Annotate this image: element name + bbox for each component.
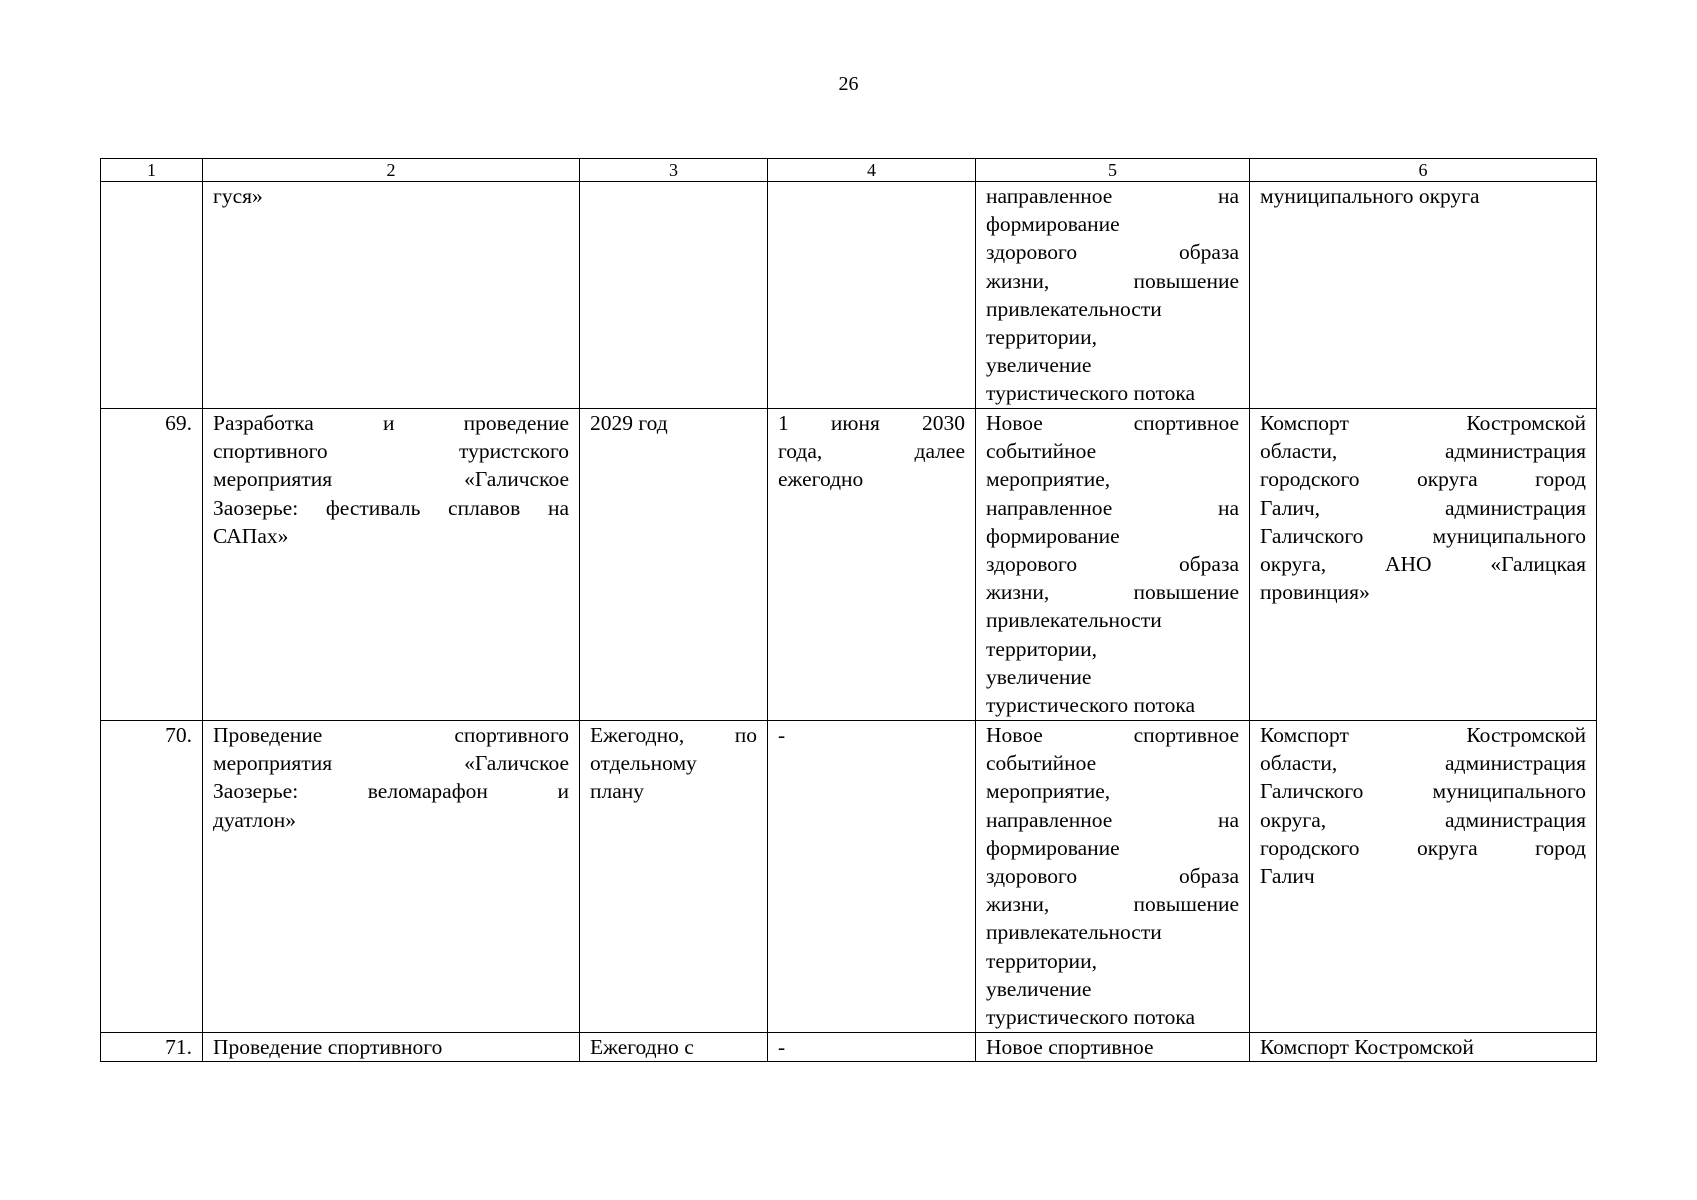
cell-text-line: 2029 год bbox=[590, 411, 668, 435]
cell-text-line: территории, bbox=[986, 636, 1097, 661]
cell-text-line: провинция» bbox=[1260, 580, 1370, 605]
cell-text-line: формирование bbox=[986, 212, 1120, 237]
cell-text-line: Комспорт Костромской bbox=[1260, 1035, 1474, 1059]
cell-text-line: отдельному bbox=[590, 751, 697, 776]
start-date-cell bbox=[580, 1033, 768, 1062]
cell-text-line: области, администрация bbox=[1260, 751, 1586, 776]
cell-text-line: Галич bbox=[1260, 864, 1315, 889]
cell-text-line: округа, администрация bbox=[1260, 807, 1586, 832]
cell-text-line: округа, АНО «Галицкая bbox=[1260, 552, 1586, 577]
cell-text-line: здорового образа bbox=[986, 552, 1239, 577]
cell-text-line: Проведение спортивного bbox=[213, 1035, 443, 1059]
cell-text-line: жизни, повышение bbox=[986, 580, 1239, 605]
responsible-cell bbox=[1250, 721, 1597, 1033]
cell-text-line: Галичского муниципального bbox=[1260, 523, 1586, 548]
periodicity-cell bbox=[768, 1033, 976, 1062]
cell-text-line: увеличение bbox=[986, 353, 1092, 378]
periodicity-cell bbox=[768, 182, 976, 409]
cell-text-line: туристического потока bbox=[986, 693, 1196, 718]
row-number-cell: 69. bbox=[101, 409, 203, 721]
cell-text-line: жизни, повышение bbox=[986, 892, 1239, 917]
cell-text-line: привлекательности bbox=[986, 296, 1162, 321]
cell-text-line: здорового образа bbox=[986, 240, 1239, 265]
row-number-cell: 70. bbox=[101, 721, 203, 1033]
cell-text-line: Новое спортивное bbox=[986, 1035, 1154, 1059]
event-name-cell bbox=[203, 409, 580, 721]
cell-text-line: мероприятие, bbox=[986, 779, 1111, 804]
page-number: 26 bbox=[838, 73, 859, 95]
cell-text-line: увеличение bbox=[986, 664, 1092, 689]
cell-text-line: мероприятия «Галичское bbox=[213, 467, 569, 492]
result-cell bbox=[976, 182, 1250, 409]
event-name-cell bbox=[203, 182, 580, 409]
cell-text-line: Проведение спортивного bbox=[213, 723, 569, 747]
cell-text-line: муниципального округа bbox=[1260, 184, 1480, 208]
cell-text-line: дуатлон» bbox=[213, 807, 296, 832]
cell-text-line: ежегодно bbox=[778, 467, 864, 492]
result-cell bbox=[976, 1033, 1250, 1062]
cell-text-line: территории, bbox=[986, 948, 1097, 973]
cell-text-line: территории, bbox=[986, 325, 1097, 350]
event-name-cell bbox=[203, 721, 580, 1033]
cell-text-line: спортивного туристского bbox=[213, 439, 569, 464]
cell-text-line: - bbox=[778, 723, 786, 747]
cell-text-line: - bbox=[778, 1035, 786, 1059]
cell-text-line: Заозерье: веломарафон и bbox=[213, 779, 569, 804]
column-number: 6 bbox=[1250, 159, 1597, 182]
column-number: 3 bbox=[580, 159, 768, 182]
cell-text-line: гуся» bbox=[213, 184, 263, 208]
column-number: 1 bbox=[101, 159, 203, 182]
cell-text-line: формирование bbox=[986, 835, 1120, 860]
responsible-cell bbox=[1250, 182, 1597, 409]
cell-text-line: здорового образа bbox=[986, 864, 1239, 889]
cell-text-line: Комспорт Костромской bbox=[1260, 411, 1586, 435]
cell-text-line: Комспорт Костромской bbox=[1260, 723, 1586, 747]
cell-text-line: САПах» bbox=[213, 523, 289, 548]
start-date-cell bbox=[580, 409, 768, 721]
cell-text-line: туристического потока bbox=[986, 1005, 1196, 1030]
cell-text-line: событийное bbox=[986, 439, 1097, 464]
cell-text-line: области, администрация bbox=[1260, 439, 1586, 464]
cell-text-line: туристического потока bbox=[986, 381, 1196, 406]
cell-text-line: плану bbox=[590, 779, 645, 804]
column-number: 4 bbox=[768, 159, 976, 182]
cell-text-line: Ежегодно с bbox=[590, 1035, 694, 1059]
cell-text-line: 1 июня 2030 bbox=[778, 411, 965, 435]
cell-text-line: привлекательности bbox=[986, 920, 1162, 945]
row-number-cell bbox=[101, 182, 203, 409]
start-date-cell bbox=[580, 721, 768, 1033]
cell-text-line: Заозерье: фестиваль сплавов на bbox=[213, 495, 569, 520]
cell-text-line: Галич, администрация bbox=[1260, 495, 1586, 520]
table-row bbox=[101, 721, 1597, 1033]
periodicity-cell bbox=[768, 721, 976, 1033]
cell-text-line: направленное на bbox=[986, 495, 1239, 520]
column-number: 5 bbox=[976, 159, 1250, 182]
event-name-cell bbox=[203, 1033, 580, 1062]
responsible-cell bbox=[1250, 1033, 1597, 1062]
table-row bbox=[101, 1033, 1597, 1062]
cell-text-line: формирование bbox=[986, 523, 1120, 548]
column-number-row bbox=[101, 159, 1597, 182]
cell-text-line: увеличение bbox=[986, 976, 1092, 1001]
column-number: 2 bbox=[203, 159, 580, 182]
cell-text-line: направленное на bbox=[986, 184, 1239, 208]
cell-text-line: мероприятия «Галичское bbox=[213, 751, 569, 776]
cell-text-line: Новое спортивное bbox=[986, 411, 1239, 435]
periodicity-cell bbox=[768, 409, 976, 721]
cell-text-line: привлекательности bbox=[986, 608, 1162, 633]
result-cell bbox=[976, 721, 1250, 1033]
cell-text-line: года, далее bbox=[778, 439, 965, 464]
row-number-cell: 71. bbox=[101, 1033, 203, 1062]
cell-text-line: событийное bbox=[986, 751, 1097, 776]
cell-text-line: направленное на bbox=[986, 807, 1239, 832]
start-date-cell bbox=[580, 182, 768, 409]
cell-text-line: мероприятие, bbox=[986, 467, 1111, 492]
cell-text-line: Галичского муниципального bbox=[1260, 779, 1586, 804]
responsible-cell bbox=[1250, 409, 1597, 721]
table-row bbox=[101, 409, 1597, 721]
cell-text-line: Ежегодно, по bbox=[590, 723, 757, 747]
events-table bbox=[100, 158, 1597, 1062]
cell-text-line: Разработка и проведение bbox=[213, 411, 569, 435]
result-cell bbox=[976, 409, 1250, 721]
cell-text-line: жизни, повышение bbox=[986, 268, 1239, 293]
cell-text-line: городского округа город bbox=[1260, 467, 1586, 492]
cell-text-line: Новое спортивное bbox=[986, 723, 1239, 747]
table-row bbox=[101, 182, 1597, 409]
cell-text-line: городского округа город bbox=[1260, 835, 1586, 860]
